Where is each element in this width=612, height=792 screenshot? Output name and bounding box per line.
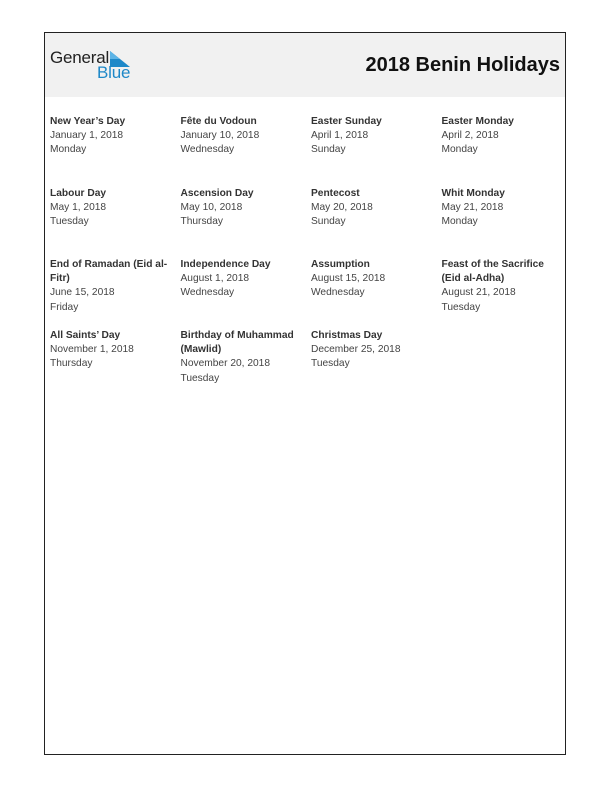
holiday-date: May 10, 2018 — [180, 202, 243, 214]
holiday-name: Feast of the Sacrifice (Eid al-Adha) — [441, 259, 544, 285]
header — [45, 33, 565, 97]
holiday-date: January 1, 2018 — [50, 130, 124, 142]
holiday-date: May 1, 2018 — [50, 202, 107, 214]
holiday-item — [50, 187, 174, 230]
holiday-date: April 2, 2018 — [441, 130, 499, 142]
holiday-item — [50, 329, 174, 372]
holiday-weekday: Tuesday — [441, 301, 481, 313]
holiday-item — [442, 258, 566, 315]
holiday-name: Birthday of Muhammad (Mawlid) — [180, 330, 294, 356]
holiday-name: New Year’s Day — [50, 116, 126, 127]
holiday-date: November 20, 2018 — [180, 358, 270, 370]
holiday-name: Christmas Day — [311, 330, 383, 341]
page-title: 2018 Benin Holidays — [365, 54, 560, 76]
holiday-weekday: Friday — [50, 301, 79, 313]
holiday-name: Easter Monday — [441, 116, 514, 127]
holiday-date: April 1, 2018 — [311, 130, 369, 142]
holiday-name: Assumption — [311, 259, 370, 270]
generalblue-logo — [50, 49, 140, 85]
holiday-name: End of Ramadan (Eid al-Fitr) — [50, 259, 168, 285]
holiday-date: May 21, 2018 — [441, 202, 504, 214]
holiday-name: Labour Day — [50, 188, 107, 199]
holiday-weekday: Wednesday — [180, 144, 235, 156]
holiday-weekday: Sunday — [311, 144, 346, 156]
holiday-item — [181, 329, 305, 386]
holiday-weekday: Tuesday — [180, 372, 220, 384]
holiday-weekday: Wednesday — [180, 287, 235, 299]
holiday-name: All Saints’ Day — [50, 330, 121, 341]
holiday-item — [181, 115, 305, 158]
holiday-weekday: Monday — [441, 216, 478, 228]
holiday-date: August 21, 2018 — [441, 287, 516, 299]
holiday-item — [181, 258, 305, 301]
holiday-weekday: Tuesday — [50, 216, 89, 228]
holiday-name: Easter Sunday — [311, 116, 382, 127]
holiday-date: November 1, 2018 — [50, 344, 134, 356]
holiday-name: Pentecost — [311, 188, 360, 199]
holiday-weekday: Thursday — [180, 216, 223, 228]
holiday-date: May 20, 2018 — [311, 202, 373, 214]
holiday-name: Independence Day — [180, 259, 271, 270]
holiday-item — [50, 115, 174, 158]
holiday-date: June 15, 2018 — [50, 287, 115, 299]
holiday-weekday: Tuesday — [311, 358, 350, 370]
page-frame — [44, 32, 566, 755]
holiday-name: Ascension Day — [180, 188, 254, 199]
logo-general-text: General — [50, 48, 110, 67]
holiday-weekday: Monday — [50, 144, 87, 156]
holiday-item — [311, 258, 435, 301]
holiday-weekday: Sunday — [311, 216, 346, 228]
holiday-item — [442, 187, 566, 230]
holiday-date: January 10, 2018 — [180, 130, 260, 142]
holiday-date: December 25, 2018 — [311, 344, 401, 356]
holiday-item — [311, 115, 435, 158]
holiday-name: Whit Monday — [441, 188, 505, 199]
holiday-weekday: Wednesday — [311, 287, 365, 299]
holiday-name: Fête du Vodoun — [180, 116, 257, 127]
holiday-item — [442, 115, 566, 158]
holiday-item — [311, 329, 435, 372]
holiday-weekday: Thursday — [50, 358, 93, 370]
logo-blue-text: Blue — [97, 63, 131, 82]
holiday-item — [311, 187, 435, 230]
holiday-date: August 15, 2018 — [311, 273, 386, 285]
holiday-date: August 1, 2018 — [180, 273, 250, 285]
holiday-weekday: Monday — [441, 144, 478, 156]
holiday-item — [50, 258, 174, 315]
holiday-item — [181, 187, 305, 230]
